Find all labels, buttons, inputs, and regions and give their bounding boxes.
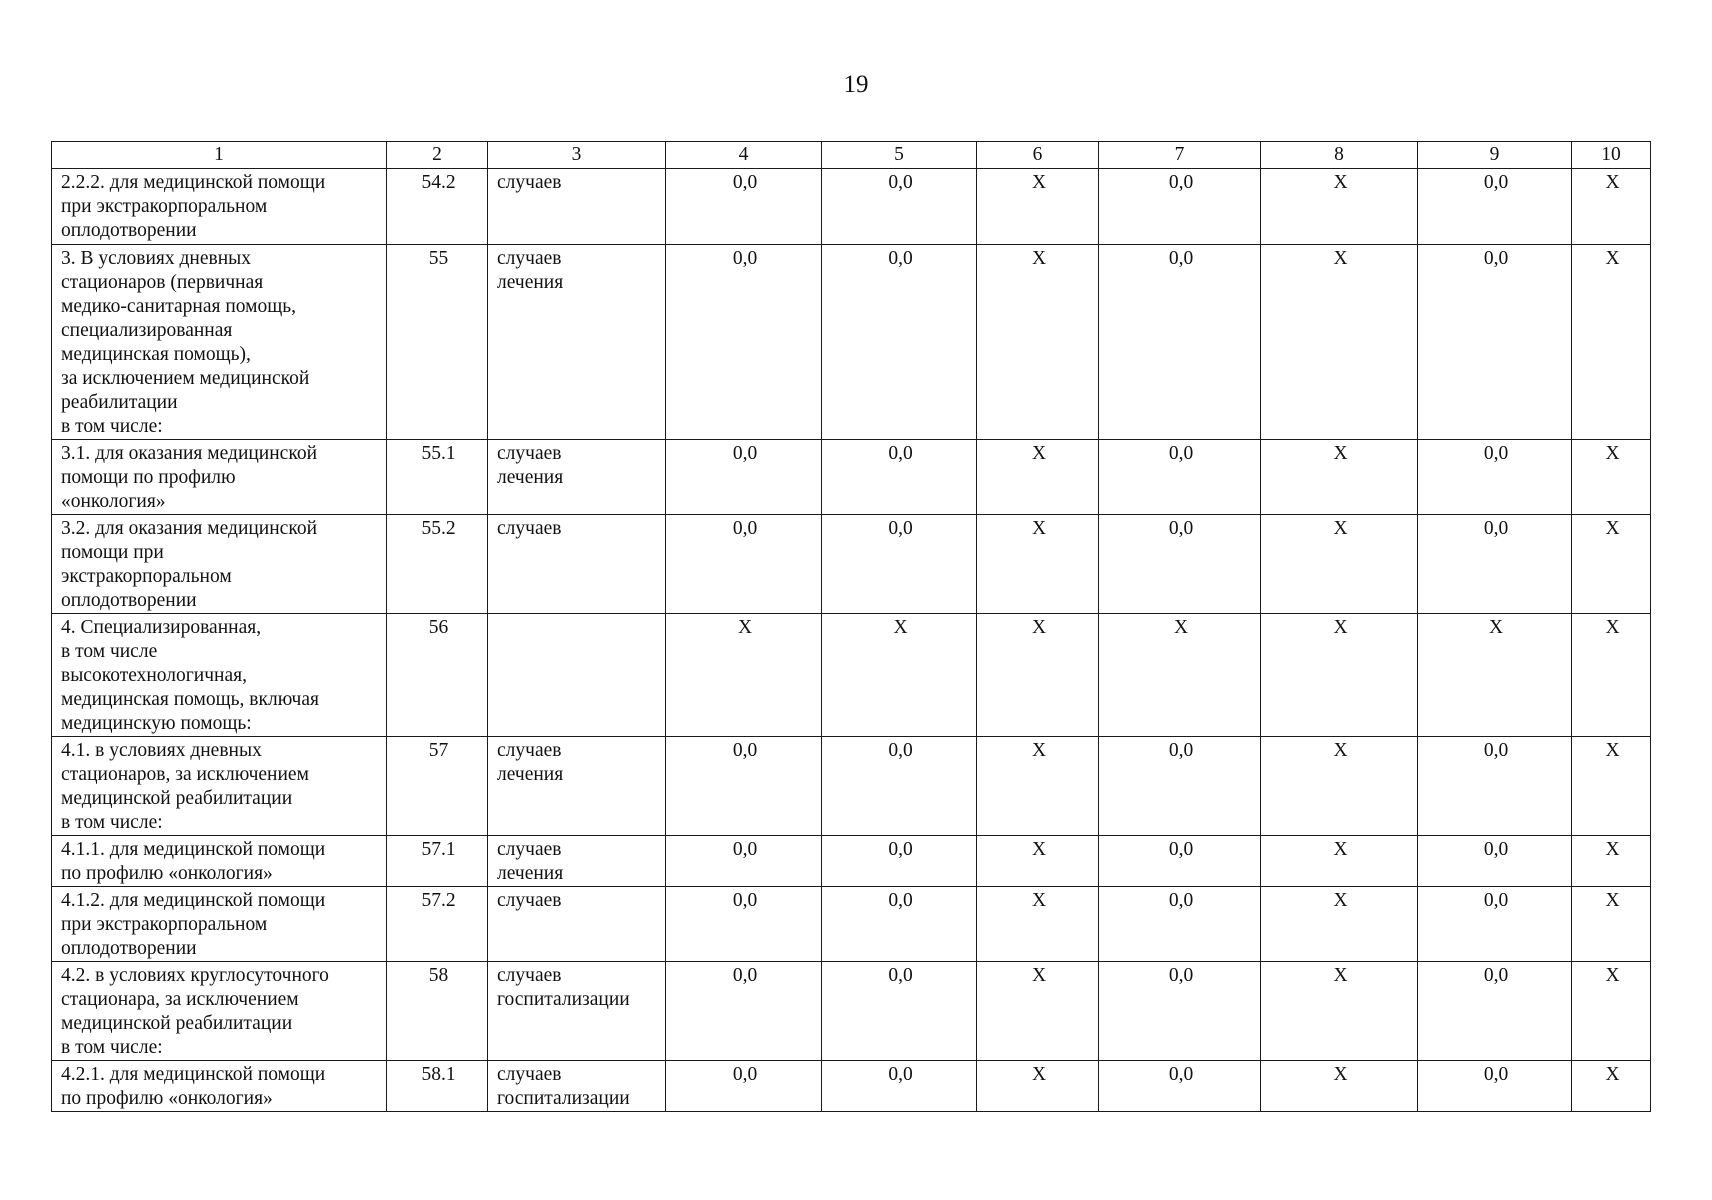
table-row — [52, 1061, 1651, 1112]
row-value: 0,0 — [1418, 515, 1572, 614]
row-value: X — [977, 515, 1099, 614]
row-unit — [488, 614, 666, 737]
table-row — [52, 245, 1651, 440]
row-value: X — [977, 737, 1099, 836]
row-value: 0,0 — [1099, 440, 1261, 515]
row-value: 0,0 — [1099, 169, 1261, 245]
row-value: 0,0 — [1418, 440, 1572, 515]
row-value: X — [1261, 614, 1418, 737]
row-value: X — [1261, 962, 1418, 1061]
row-unit: случаев лечения — [488, 440, 666, 515]
data-table — [51, 141, 1651, 1112]
row-code: 55.2 — [387, 515, 488, 614]
row-value: X — [1572, 836, 1651, 887]
row-value: 0,0 — [822, 962, 977, 1061]
row-value: 0,0 — [1099, 962, 1261, 1061]
table-header-row — [52, 142, 1651, 169]
row-value: 0,0 — [822, 737, 977, 836]
row-value: 0,0 — [1418, 962, 1572, 1061]
row-value: X — [977, 836, 1099, 887]
row-value: 0,0 — [1099, 887, 1261, 962]
row-value: X — [666, 614, 822, 737]
row-code: 58.1 — [387, 1061, 488, 1112]
row-code: 55.1 — [387, 440, 488, 515]
row-value: 0,0 — [666, 737, 822, 836]
row-value: X — [1572, 440, 1651, 515]
row-code: 57.1 — [387, 836, 488, 887]
row-value: 0,0 — [822, 440, 977, 515]
row-value: X — [1572, 1061, 1651, 1112]
row-value: X — [1572, 962, 1651, 1061]
row-value: 0,0 — [822, 887, 977, 962]
row-unit: случаев — [488, 515, 666, 614]
header-cell: 1 — [52, 142, 387, 169]
row-code: 56 — [387, 614, 488, 737]
header-cell: 5 — [822, 142, 977, 169]
row-value: 0,0 — [1099, 515, 1261, 614]
row-value: 0,0 — [822, 169, 977, 245]
row-value: 0,0 — [1418, 1061, 1572, 1112]
table-row — [52, 440, 1651, 515]
row-value: 0,0 — [1418, 836, 1572, 887]
row-value: X — [1261, 737, 1418, 836]
row-value: 0,0 — [666, 887, 822, 962]
row-name: 4.1. в условиях дневных стационаров, за исключением медицинской реабилитации в том числе: — [52, 737, 387, 836]
header-cell: 7 — [1099, 142, 1261, 169]
row-value: 0,0 — [1418, 245, 1572, 440]
row-value: 0,0 — [666, 169, 822, 245]
row-name: 4.1.2. для медицинской помощи при экстракорпоральном оплодотворении — [52, 887, 387, 962]
row-name: 4.2.1. для медицинской помощи по профилю «онкология» — [52, 1061, 387, 1112]
row-value: 0,0 — [1418, 169, 1572, 245]
row-name: 4.2. в условиях круглосуточного стационара, за исключением медицинской реабилитации в том числе: — [52, 962, 387, 1061]
row-unit: случаев — [488, 887, 666, 962]
row-value: X — [977, 169, 1099, 245]
row-value: 0,0 — [822, 1061, 977, 1112]
row-value: 0,0 — [666, 836, 822, 887]
header-cell: 8 — [1261, 142, 1418, 169]
row-code: 57.2 — [387, 887, 488, 962]
row-value: 0,0 — [666, 515, 822, 614]
row-value: X — [977, 887, 1099, 962]
row-value: X — [977, 440, 1099, 515]
row-value: 0,0 — [1099, 836, 1261, 887]
row-code: 54.2 — [387, 169, 488, 245]
table-row — [52, 737, 1651, 836]
row-value: X — [977, 962, 1099, 1061]
row-value: X — [1261, 169, 1418, 245]
table-row — [52, 614, 1651, 737]
row-unit: случаев лечения — [488, 836, 666, 887]
row-name: 4.1.1. для медицинской помощи по профилю «онкология» — [52, 836, 387, 887]
row-value: 0,0 — [1418, 887, 1572, 962]
row-unit: случаев — [488, 169, 666, 245]
table-row — [52, 169, 1651, 245]
row-name: 3.1. для оказания медицинской помощи по профилю «онкология» — [52, 440, 387, 515]
row-value: 0,0 — [1418, 737, 1572, 836]
row-value: 0,0 — [666, 1061, 822, 1112]
row-value: 0,0 — [666, 245, 822, 440]
row-code: 55 — [387, 245, 488, 440]
row-name: 3. В условиях дневных стационаров (первичная медико-санитарная помощь, специализированная медицинская помощь), за исключением медицинской реабилитации в том числе: — [52, 245, 387, 440]
row-value: X — [1418, 614, 1572, 737]
row-value: X — [1261, 1061, 1418, 1112]
row-value: X — [977, 1061, 1099, 1112]
row-name: 4. Специализированная, в том числе высокотехнологичная, медицинская помощь, включая медицинскую помощь: — [52, 614, 387, 737]
row-value: X — [977, 614, 1099, 737]
header-cell: 9 — [1418, 142, 1572, 169]
row-value: X — [977, 245, 1099, 440]
row-value: 0,0 — [666, 440, 822, 515]
row-value: X — [1572, 169, 1651, 245]
row-value: X — [1261, 440, 1418, 515]
header-cell: 2 — [387, 142, 488, 169]
row-value: 0,0 — [822, 515, 977, 614]
row-value: X — [1572, 245, 1651, 440]
header-cell: 3 — [488, 142, 666, 169]
row-unit: случаев лечения — [488, 737, 666, 836]
header-cell: 6 — [977, 142, 1099, 169]
row-name: 2.2.2. для медицинской помощи при экстракорпоральном оплодотворении — [52, 169, 387, 245]
row-value: 0,0 — [1099, 245, 1261, 440]
row-value: X — [1099, 614, 1261, 737]
row-value: X — [1572, 887, 1651, 962]
row-value: 0,0 — [822, 245, 977, 440]
row-value: X — [822, 614, 977, 737]
row-name: 3.2. для оказания медицинской помощи при экстракорпоральном оплодотворении — [52, 515, 387, 614]
row-value: X — [1572, 515, 1651, 614]
row-value: X — [1261, 515, 1418, 614]
table-row — [52, 836, 1651, 887]
table-row — [52, 887, 1651, 962]
row-value: X — [1261, 887, 1418, 962]
table-row — [52, 962, 1651, 1061]
row-value: X — [1572, 614, 1651, 737]
row-value: X — [1572, 737, 1651, 836]
row-value: 0,0 — [1099, 737, 1261, 836]
header-cell: 4 — [666, 142, 822, 169]
table-row — [52, 515, 1651, 614]
page-number: 19 — [843, 71, 869, 98]
row-unit: случаев лечения — [488, 245, 666, 440]
row-value: 0,0 — [1099, 1061, 1261, 1112]
header-cell: 10 — [1572, 142, 1651, 169]
row-value: X — [1261, 245, 1418, 440]
row-value: 0,0 — [666, 962, 822, 1061]
row-code: 58 — [387, 962, 488, 1061]
row-value: 0,0 — [822, 836, 977, 887]
row-unit: случаев госпитализации — [488, 962, 666, 1061]
row-value: X — [1261, 836, 1418, 887]
row-code: 57 — [387, 737, 488, 836]
row-unit: случаев госпитализации — [488, 1061, 666, 1112]
